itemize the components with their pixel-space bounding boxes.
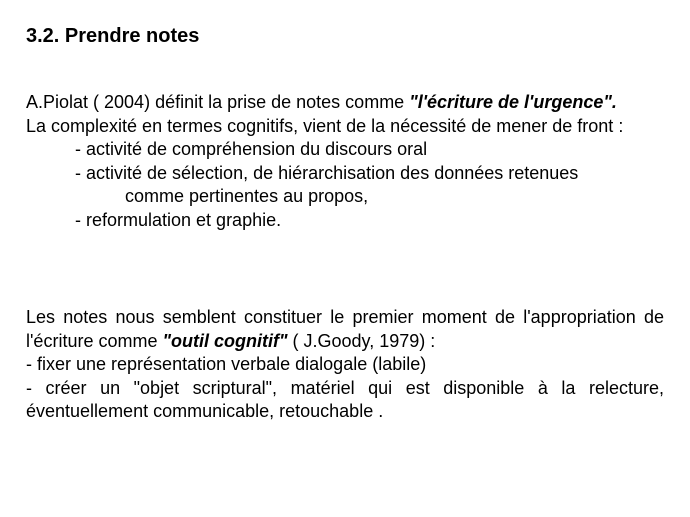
complexity-sentence: La complexité en termes cognitifs, vient de la nécessité de mener de front : — [26, 115, 624, 136]
outil-cognitif-quote: "outil cognitif" — [162, 330, 288, 351]
list-item-selection-continued: comme pertinentes au propos, — [125, 186, 369, 206]
notes-lead-text: Les notes nous semblent constituer le premier moment de l'appropriation de l'écriture comme — [26, 307, 664, 351]
paragraph-piolat — [26, 91, 664, 232]
list-item-selection: - activité de sélection, de hiérarchisation des données retenues — [75, 162, 579, 183]
notes-lead — [26, 306, 664, 353]
slide-title: 3.2. Prendre notes — [26, 25, 200, 47]
urgence-quote: "l'écriture de l'urgence". — [409, 92, 617, 112]
piolat-definition-text: A.Piolat ( 2004) définit la prise de notes comme — [26, 92, 410, 112]
piolat-definition — [26, 91, 664, 115]
list-item-fixer: - fixer une représentation verbale dialogale (labile) — [26, 354, 427, 374]
list-item-comprehension: - activité de compréhension du discours oral — [75, 139, 428, 159]
goody-citation: ( J.Goody, 1979) : — [287, 330, 436, 351]
paragraph-notes — [26, 306, 664, 424]
list-item-creer: - créer un "objet scriptural", matériel qui est disponible à la relecture, éventuellement communicable, retouchable . — [26, 377, 664, 421]
list-item-reformulation: - reformulation et graphie. — [75, 209, 282, 230]
